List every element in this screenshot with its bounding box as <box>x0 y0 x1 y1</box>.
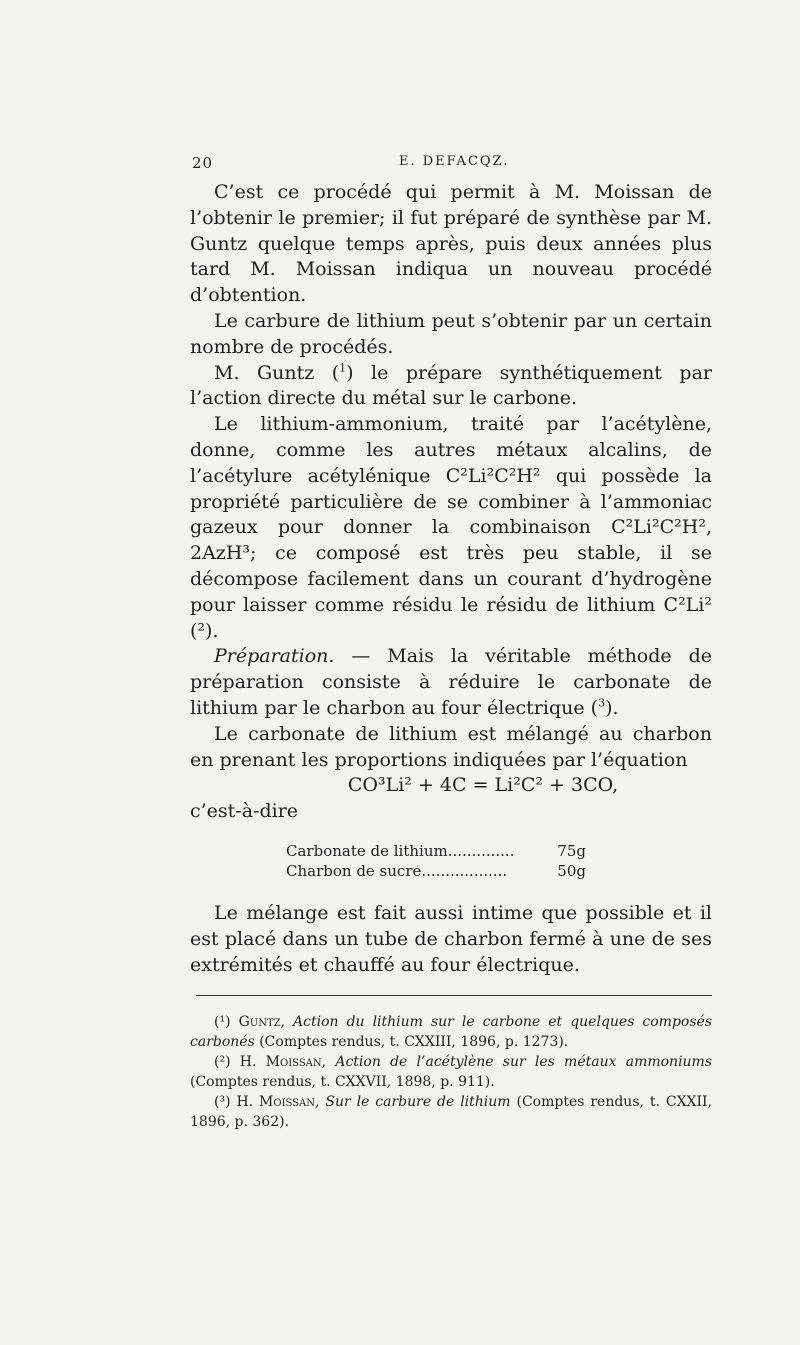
paragraph-6: Le carbonate de lithium est mélangé au charbon en prenant les proportions indiquées par l’équation <box>190 722 712 771</box>
text-span: qui possède la propriété particulière de se combiner à l’ammoniac gazeux pour donner la combinaison <box>190 464 712 539</box>
section-heading: Préparation. <box>214 645 335 668</box>
footnote-source: (Comptes rendus, t. CXXII, 1896, p. 362). <box>190 1094 713 1130</box>
page-header <box>192 154 712 174</box>
text-span: ). <box>605 696 619 719</box>
paragraph-2: Le carbure de lithium peut s’obtenir par un certain nombre de procédés. <box>190 309 712 358</box>
footnote-2 <box>190 1052 712 1092</box>
footnote-3 <box>190 1092 712 1132</box>
footnote-title: Action de l’acétylène sur les métaux ammoniums <box>335 1054 713 1070</box>
paragraph-7: Le mélange est fait aussi intime que possible et il est placé dans un tube de charbon fermé à une de ses extrémités et chauffé au four électrique. <box>190 901 712 976</box>
row-value: 75g <box>557 841 586 860</box>
running-title: E. DEFACQZ. <box>399 154 510 169</box>
row-value: 50g <box>557 861 586 880</box>
footnote-mark: (²) <box>214 1054 231 1070</box>
footnote-ref-2: (²) <box>190 619 213 642</box>
chemical-equation: CO³Li² + 4C = Li²C² + 3CO, <box>347 774 619 797</box>
body-text <box>190 180 712 978</box>
paragraph-1: C’est ce procédé qui permit à M. Moissan de l’obtenir le premier; il fut préparé de synthèse par M. Guntz quelque temps après, puis deux années plus tard M. Moissan indiqua un nouveau procédé d’obtention. <box>190 181 712 307</box>
text-span: ) le prépare synthétiquement par l’action directe du métal sur le carbone. <box>190 361 712 410</box>
chemical-formula: C²Li²C²H², 2AzH³ <box>190 516 712 565</box>
text-span: . <box>212 619 219 642</box>
footnote-source: (Comptes rendus, t. CXXVII, 1898, p. 911). <box>190 1074 495 1090</box>
footnotes <box>190 1012 712 1132</box>
footnote-ref-1: 1 <box>339 361 347 375</box>
cest-a-dire: c’est-à-dire <box>190 800 299 823</box>
chemical-formula: C²Li²C²H² <box>445 464 541 487</box>
paragraph-4 <box>190 412 712 644</box>
footnote-author: H. Moissan, <box>239 1054 327 1070</box>
footnote-ref-3: 3 <box>598 696 606 710</box>
paragraph-3 <box>190 361 712 413</box>
row-label: Charbon de sucre.................. <box>286 861 508 880</box>
footnote-1 <box>190 1012 712 1052</box>
table-row <box>286 841 586 861</box>
paragraph-5 <box>190 644 712 721</box>
footnote-source: (Comptes rendus, t. CXXIII, 1896, p. 1273). <box>259 1034 569 1050</box>
text-span: ; ce composé est très peu stable, il se décompose facilement dans un courant d’hydrogène pour laisser comme résidu le résidu de lithium <box>190 542 712 616</box>
footnote-author: H. Moissan, <box>236 1094 320 1110</box>
table-row <box>286 861 586 881</box>
text-span: M. Guntz ( <box>214 361 340 384</box>
text-span: — Mais la véritable méthode de préparation consiste à réduire le carbonate de lithium par le charbon au four électrique ( <box>190 645 712 719</box>
row-label: Carbonate de lithium.............. <box>286 841 515 860</box>
footnote-title: Action du lithium sur le carbone et quelques composés carbonés <box>190 1014 713 1050</box>
footnote-mark: (¹) <box>214 1014 231 1030</box>
chemical-formula: C²Li² <box>663 593 712 616</box>
page-number: 20 <box>192 154 214 172</box>
footnote-title: Sur le carbure de lithium <box>325 1094 511 1110</box>
footnote-author: Guntz, <box>238 1014 286 1030</box>
text-span: Le lithium-ammonium, traité par l’acétylène, donne, comme les autres métaux alcalins, de l’acétylure acétylénique <box>190 413 712 487</box>
footnote-mark: (³) <box>214 1094 231 1110</box>
proportions-table <box>286 841 586 881</box>
footnote-divider <box>196 995 712 996</box>
